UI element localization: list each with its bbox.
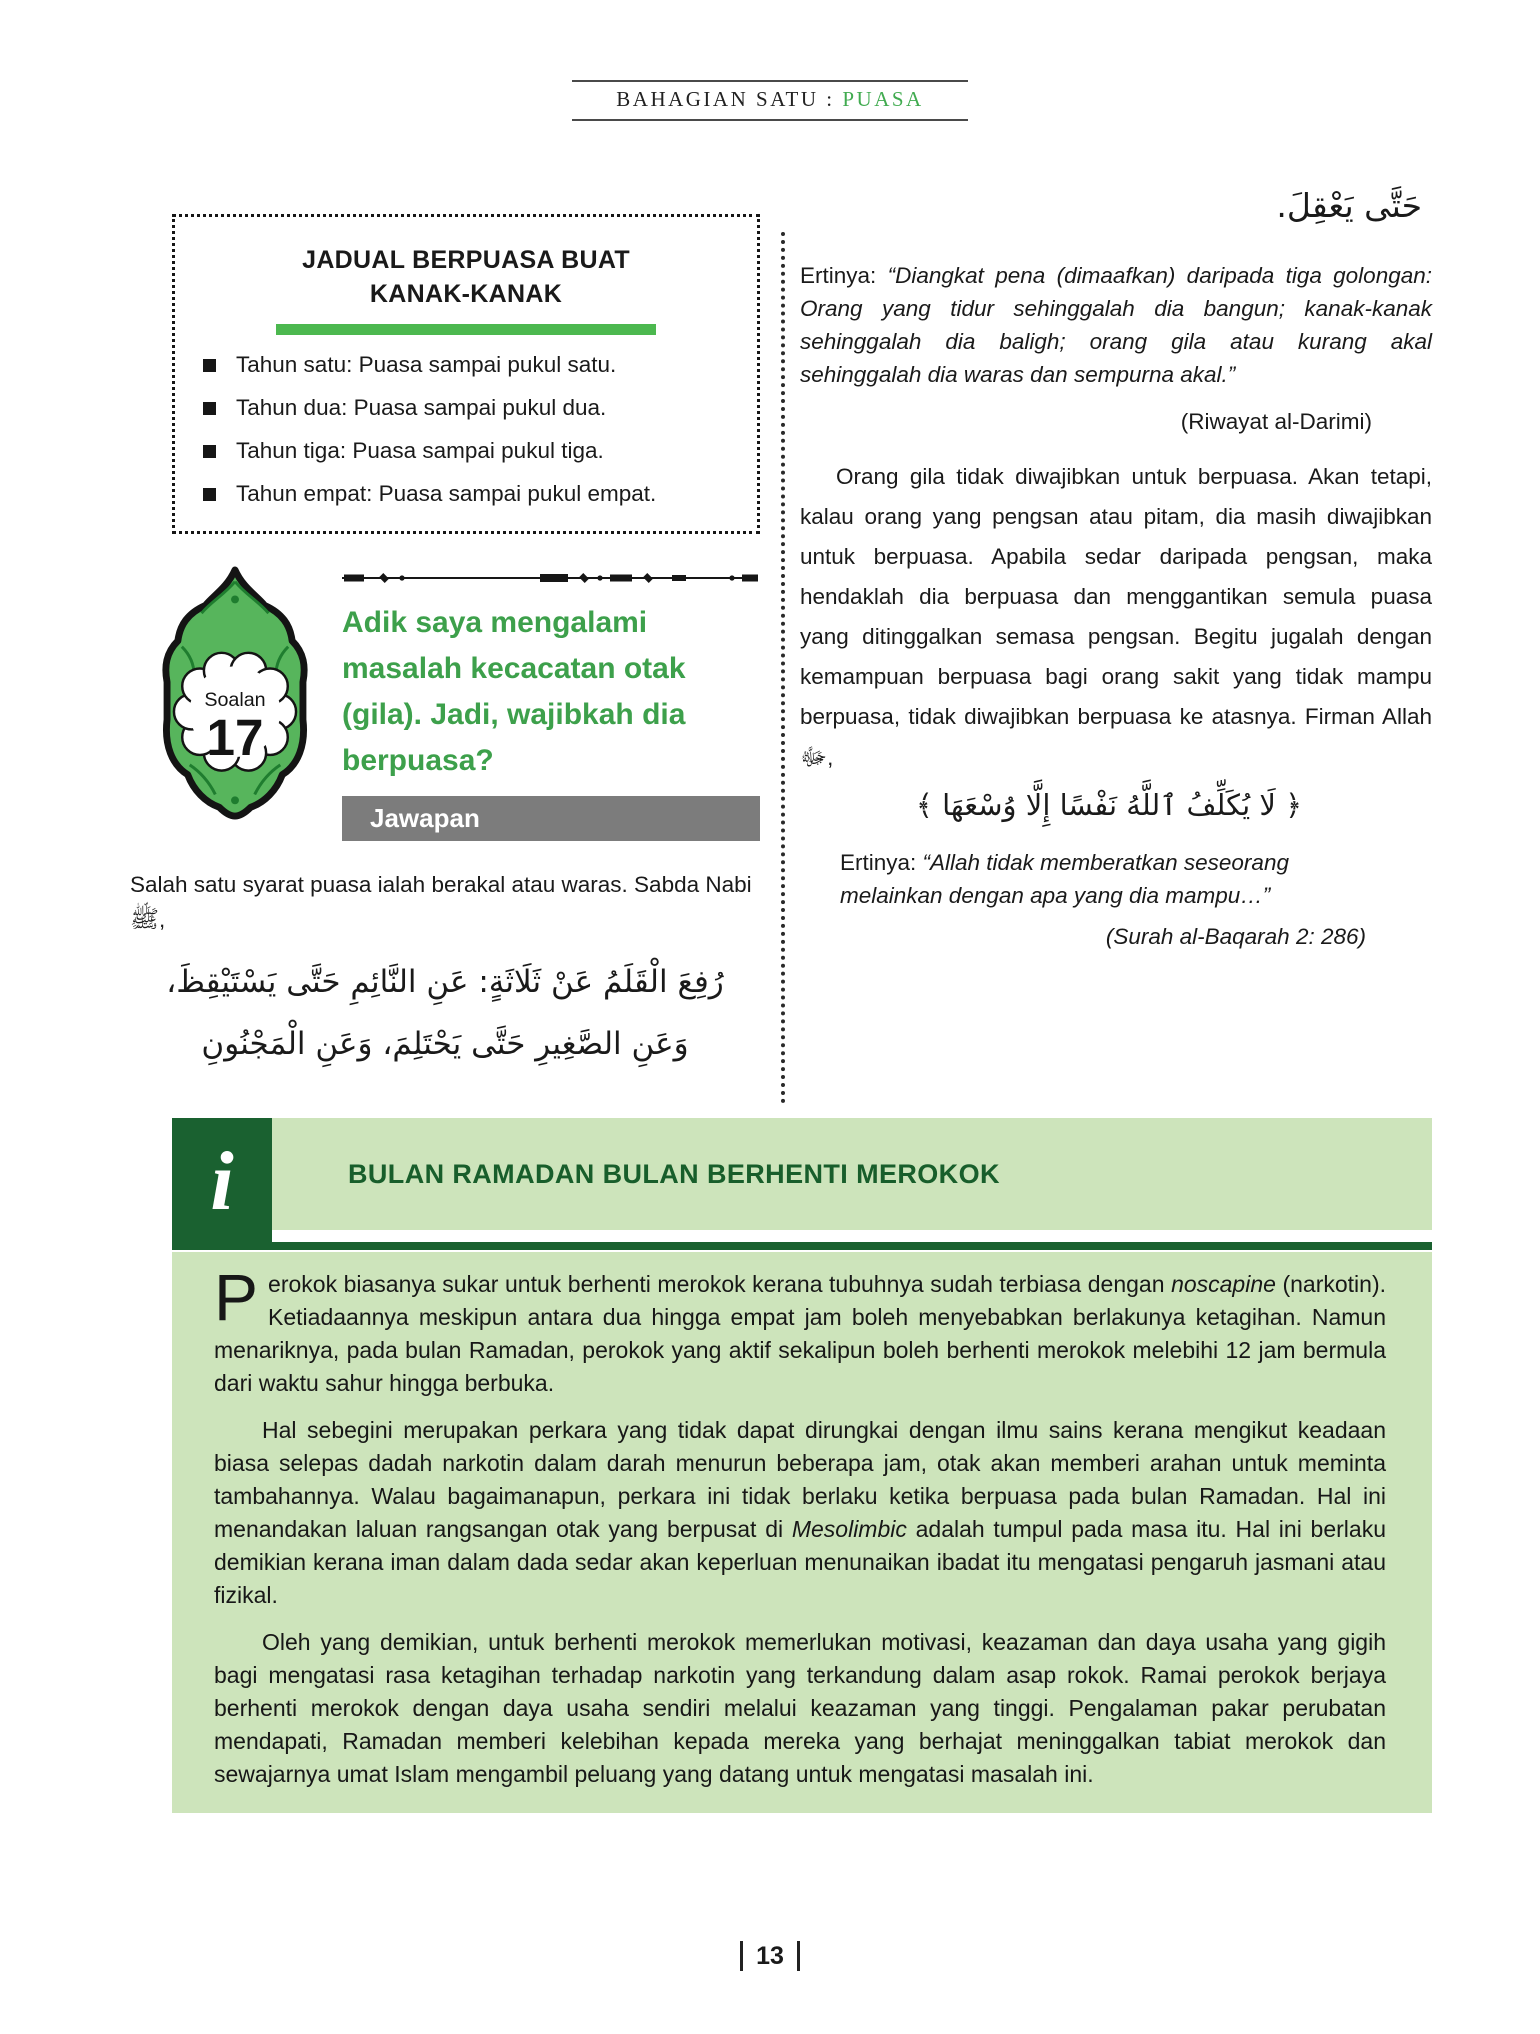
list-item-text: Tahun satu: Puasa sampai pukul satu. — [236, 352, 617, 377]
info-paragraph-1 — [214, 1260, 1386, 1400]
list-item-text: Tahun dua: Puasa sampai pukul dua. — [236, 395, 607, 420]
info-paragraph-3: Oleh yang demikian, untuk berhenti merokok memerlukan motivasi, keazaman dan daya usaha yang gigih bagi mengatasi rasa ketagihan terhadap narkotin yang terkandung dalam asap rokok. Ramai perokok berjaya berhenti merokok dengan daya usaha sendiri melalui keazaman yang tinggi. Pengalaman pakar perubatan mendapati, Ramadan memberi kelebihan kepada mereka yang berhajat meninggalkan tabiat merokok dan sewajarnya umat Islam mengambil peluang yang datang untuk mengatasi masalah ini. — [214, 1629, 1386, 1787]
arabic-phrase: حَتَّى يَعْقِلَ. — [1276, 186, 1422, 225]
question-medallion — [156, 564, 314, 841]
schedule-title-line1: JADUAL BERPUASA BUAT — [302, 246, 630, 274]
page-number-bar — [740, 1941, 743, 1971]
info-box-body — [172, 1252, 1432, 1813]
hadith-line1: رُفِعَ الْقَلَمُ عَنْ ثَلَاثَةٍ: عَنِ النَّائِمِ حَتَّى يَسْتَيْقِظَ، — [166, 964, 724, 1000]
schedule-title — [199, 243, 733, 311]
ertinya-label: Ertinya: — [840, 850, 923, 875]
section-label: BAHAGIAN SATU : — [616, 87, 835, 111]
list-item — [203, 481, 733, 507]
square-bullet-icon — [203, 402, 216, 415]
running-head — [0, 80, 1540, 121]
info-p1-start: erokok biasanya sukar untuk berhenti merokok kerana tubuhnya sudah terbiasa dengan — [268, 1271, 1172, 1297]
intro-comma: , — [159, 907, 166, 932]
info-paragraph-2 — [214, 1414, 1386, 1612]
section-topic: PUASA — [842, 87, 924, 111]
question-text: Adik saya mengalami masalah kecacatan otak (gila). Jadi, wajibkah dia berpuasa? — [342, 606, 686, 777]
translation-1 — [800, 259, 1432, 391]
info-p1-italic: noscapine — [1171, 1271, 1276, 1297]
answer-label-bar: Jawapan — [342, 796, 760, 841]
running-head-rule — [572, 80, 967, 121]
info-icon: i — [172, 1118, 272, 1250]
info-p2-start: Hal sebegini merupakan perkara yang tidak dapat dirungkai dengan ilmu sains kerana mengikut keadaan biasa selepas dadah narkotin dalam darah menurun beberapa jam, otak akan memberi arahan untuk meminta tambahannya. Walau bagaimanapun, perkara ini tidak berlaku ketika berpuasa pada bulan Ramadan. Hal ini menandakan laluan rangsangan otak yang berpusat di — [214, 1417, 1386, 1542]
info-p1-end: (narkotin). Ketiadaannya meskipun antara dua hingga empat jam boleh menyebabkan berlakunya ketagihan. Namun menariknya, pada bulan Ramadan, perokok yang aktif sekalipun boleh berhenti merokok melebihi 12 jam bermula dari waktu sahur hingga berbuka. — [214, 1271, 1386, 1396]
square-bullet-icon — [203, 445, 216, 458]
verse-source: (Surah al-Baqarah 2: 286) — [1105, 924, 1366, 949]
body-paragraph — [800, 457, 1432, 778]
paragraph-comma: , — [827, 745, 834, 770]
soalan-label: Soalan — [204, 688, 266, 711]
hadith-arabic — [130, 951, 760, 1075]
list-item — [203, 395, 733, 421]
body-paragraph-text: Orang gila tidak diwajibkan untuk berpuasa. Akan tetapi, kalau orang yang pengsan atau pitam, dia masih diwajibkan untuk berpuasa. Apabila sedar daripada pengsan, maka hendaklah dia berpuasa dan menggantikan semula puasa yang ditinggalkan semasa pengsan. Begitu jugalah dengan kemampuan berpuasa bagi orang sakit yang tidak mampu berpuasa, tidak diwajibkan berpuasa ke atasnya. Firman Allah — [800, 464, 1432, 729]
soalan-number: 17 — [206, 709, 264, 767]
info-box-header — [172, 1118, 1432, 1250]
translation-2 — [840, 846, 1362, 912]
list-item — [203, 438, 733, 464]
soalan-medallion-icon — [156, 564, 314, 822]
question-block — [130, 564, 760, 841]
answer-intro-text: Salah satu syarat puasa ialah berakal atau waras. Sabda Nabi — [130, 872, 752, 897]
square-bullet-icon — [203, 488, 216, 501]
left-column — [130, 200, 760, 1075]
right-column — [800, 186, 1432, 950]
info-title: BULAN RAMADAN BULAN BERHENTI MEROKOK — [348, 1158, 1000, 1189]
fasting-schedule-box — [172, 214, 760, 534]
list-item — [203, 352, 733, 378]
hadith-line2: وَعَنِ الصَّغِيرِ حَتَّى يَحْتَلِمَ، وَعَنِ الْمَجْنُونِ — [201, 1026, 689, 1062]
schedule-list — [199, 352, 733, 507]
translation-1-text: “Diangkat pena (dimaafkan) daripada tiga golongan: Orang yang tidur sehinggalah dia bangun; kanak-kanak sehinggalah dia baligh; orang gila atau kurang akal sehinggalah dia waras dan sempurna akal.” — [800, 263, 1432, 387]
answer-intro — [130, 867, 760, 937]
info-header-rule — [272, 1242, 1432, 1250]
schedule-title-line2: KANAK-KANAK — [369, 280, 563, 308]
question-right — [342, 564, 760, 841]
pbuh-symbol: ﷺ — [130, 905, 159, 933]
drop-cap: P — [214, 1260, 259, 1334]
allah-symbol: ﷻ — [800, 743, 828, 771]
translation-2-text: “Allah tidak memberatkan seseorang melainkan dengan apa yang dia mampu…” — [840, 850, 1289, 908]
info-p2-italic: Mesolimbic — [791, 1516, 907, 1542]
column-divider — [781, 232, 785, 1104]
quran-verse: ﴿ لَا يُكَلِّفُ ٱللَّهُ نَفْسًا إِلَّا وُسْعَهَا ﴾ — [915, 788, 1303, 822]
info-box — [172, 1118, 1432, 1813]
ornamental-divider-icon — [342, 570, 758, 586]
page-footer — [0, 1941, 1540, 1971]
square-bullet-icon — [203, 359, 216, 372]
hadith-source: (Riwayat al-Darimi) — [1180, 409, 1372, 434]
title-underline-bar — [276, 324, 656, 335]
page-number-bar — [797, 1941, 800, 1971]
list-item-text: Tahun empat: Puasa sampai pukul empat. — [236, 481, 657, 506]
page-number: 13 — [756, 1941, 784, 1970]
ertinya-label: Ertinya: — [800, 263, 888, 288]
list-item-text: Tahun tiga: Puasa sampai pukul tiga. — [236, 438, 604, 463]
info-p2-end: adalah tumpul pada masa itu. Hal ini berlaku demikian kerana iman dalam dada sedar akan keperluan menunaikan ibadat itu mengatasi pengaruh jasmani atau fizikal. — [214, 1516, 1386, 1608]
info-title-band — [272, 1118, 1432, 1230]
